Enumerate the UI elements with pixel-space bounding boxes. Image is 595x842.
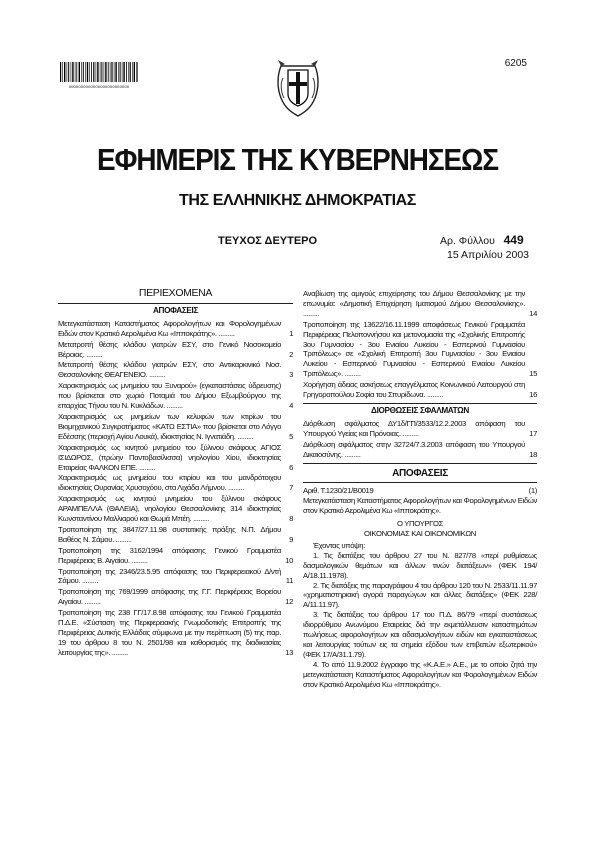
contents-entry (303, 419, 537, 439)
contents-entry-text: Τροποποίηση της 3847/27.11.98 συστατικής πράξης Ν.Π. Δήμου Βαθέος Ν. Σάμου. ..... (58, 525, 281, 544)
decision-number: Αριθ. Τ.1230/21/Β0019 (303, 486, 374, 496)
contents-entry-page: 14 (529, 308, 537, 318)
contents-entry-page: 6 (289, 462, 293, 472)
divider (303, 463, 537, 464)
contents-entry (58, 360, 293, 380)
contents-entry-text: Διόρθωση σφάλματος ΔΥ1δ/ΓΠ/3533/12.2.2003 απόφαση του Υπουργού Υγείας και Πρόνοιας. ..... (303, 419, 525, 438)
contents-entry-page: 11 (285, 576, 293, 586)
contents-entry (58, 525, 293, 545)
minister-heading: Ο ΥΠΟΥΡΓΟΣ (396, 519, 444, 529)
decision-index: (1) (528, 486, 537, 496)
contents-entry (58, 567, 293, 587)
contents-entry (303, 320, 537, 379)
contents-entry-text: Χαρακτηρισμός ως κινητού μνημείου του ξύλινου σκάφους ΑΡΑΜΠΕΛΛΑ (ΘΑΛΕΙΑ), νηολογίου Θεσσαλονίκης 314 ιδιοκτησίας Κωνσταντίνου Μαλλιαρού και Θωμά Μπέη. ..... (58, 494, 281, 523)
contents-entry-page: 16 (529, 390, 537, 400)
contents-entry-page: 10 (285, 555, 293, 565)
sheet-number-block (440, 233, 524, 247)
contents-title: ΠΕΡΙΕΧΟΜΕΝΑ (138, 287, 213, 299)
contents-entry (58, 473, 293, 493)
contents-entry-text: Τροποποίηση της 13622/16.11.1999 αποφάσεως Γενικού Γραμματέα Περιφέρειας Πελοποννήσου και μετονομασία της «Σχολικής Επιτροπής 3ου Γυμνασίου - 3ου Ενιαίου Λυκείου - Εσπερινού Γυμνασίου Τριπόλεως» σε «Σχολική Επιτροπή 3ου Γυμνασίου - 3ου Ενιαίου Λυκείου - Εσπερινού Γυμνασίου - Εσπερινού Ενιαίου Λυκείου Τριπόλεως». ..... (303, 320, 525, 379)
contents-entry-page: 17 (529, 428, 537, 438)
issue-label: ΤΕΥΧΟΣ ΔΕΥΤΕΡΟ (218, 235, 318, 247)
contents-entry-text: Τροποποίηση της 238 ΓΓ/17.8.98 απόφασης του Γενικού Γραμματέα Π.Δ.Ε. «Σύσταση της Περιφερειακής Γνωμοδοτικής Επιτροπής της Περιφέρειας Δυτικής Ελλάδας σύμφωνα με την περίπτωση (5) της παρ. 19 του άρθρου 8 του Ν. 2501/98 και καθορισμός της διαδικασίας λειτουργίας της». ..... (58, 608, 281, 657)
contents-entry-page: 12 (285, 597, 293, 607)
contents-entry (58, 319, 293, 339)
sheet-number: 449 (503, 233, 524, 247)
contents-entry-text: Χορήγηση άδειας ασκήσεως επαγγέλματος Κοινωνικού Λειτουργού στη Γρηγοροπούλου Σοφία του Σπυρίδωνα. ..... (303, 380, 525, 399)
contents-entry-page: 15 (529, 369, 537, 379)
contents-list-left (58, 319, 293, 658)
contents-entry-text: Μετεγκατάσταση Καταστήματος Αφορολογήτων και Φορολογημένων Ειδών στον Κρατικό Αερολιμένα Κω «Ιπποκράτης». ..... (58, 319, 281, 338)
contents-entry-text: Χαρακτηρισμός ως μνημείου του Ξυναρού» (εγκαταστάσεις ύδρευσης) που βρίσκεται στο χωριό Ποταμιά του Δήμου Εξωμβούργου της επαρχίας Τήνου του Ν. Κυκλάδων. ..... (58, 381, 281, 410)
contents-entry-text: Τροποποίηση της 3162/1994 απόφασης Γενικού Γραμματέα Περιφέρειας Β. Αιγαίου. ..... (58, 546, 281, 565)
contents-entry-page: 7 (289, 483, 293, 493)
barcode-number: 0000000000000000000000000 (68, 84, 130, 89)
contents-entry-page: 3 (289, 370, 293, 380)
decision-number-row (303, 486, 537, 496)
contents-entry-text: Μετατροπή θέσης κλάδου γιατρών ΕΣΥ, στο Γενικό Νοσοκομείο Βέροιας. ..... (58, 340, 281, 359)
contents-entry-text: Χαρακτηρισμός ως μνημείων των κελυφών των κτιρίων του Βιομηχανικού Συγκροτήματος «ΚΑΤΩ ΕΣΤΙΑ» που βρίσκεται στο Λόγγο Εδέσσης (περιοχή Αγίου Λουκά), ιδιοκτησίας Ν. Ιγνατιάδη. ..... (58, 412, 281, 441)
divider (303, 403, 537, 404)
barcode (60, 62, 138, 82)
contents-entry (58, 494, 293, 524)
contents-decisions-title: ΑΠΟΦΑΣΕΙΣ (152, 305, 199, 315)
contents-entry (303, 380, 537, 400)
corrections-list (303, 419, 537, 460)
contents-entry-text: Χαρακτηρισμός ως μνημείου του κτιρίου και του μανδρότοιχου ιδιοκτησίας Ουρανίας Χρυσοχόου, στα Λιχάδα Λήμνου. ..... (58, 473, 281, 492)
contents-entry-text: Χαρακτηρισμός ως κινητού μνημείου του ξύλινου σκάφους ΑΓΙΟΣ ΙΣΙΔΩΡΟΣ, (πρώην Παντοβασίλισσα) νηολογίου Χίου, ιδιοκτησίας Εταιρείας ΦΑΛΚΟΝ ΕΠΕ. ..... (58, 443, 281, 472)
contents-entry-text: Μετατροπή θέσης κλάδου γιατρών ΕΣΥ, στο Αντικαρκινικό Νοσ. Θεσσαλονίκης ΘΕΑΓΕΝΕΙΟ. ..... (58, 360, 281, 379)
ministry-heading: ΟΙΚΟΝΟΜΙΑΣ ΚΑΙ ΟΙΚΟΝΟΜΙΚΩΝ (364, 529, 476, 539)
sheet-label: Αρ. Φύλλου (440, 235, 495, 247)
contents-list-right (303, 289, 537, 400)
contents-column (58, 289, 293, 659)
decision-paragraph: 3. Τις διατάξεις του άρθρου 17 του Π.Δ. 86/79 «περί συστάσεως ιδιορρύθμου Ανωνύμου Εταιρείας διά την εκμετάλλευσιν καταστημάτων πωλήσεως αφορολογήτων και αδασμολογήτων ειδών και εγκαταστάσεως και λειτουργίας τούτων εις τα σημεία εξόδου των επιβατών εξωτερικού» (ΦΕΚ 17/Α/31.1.79). (303, 610, 537, 659)
contents-entry-text: Τροποποίηση της 2346/23.5.95 απόφασης του Περιφερειακού Δ/ντή Σάμου. ..... (58, 567, 281, 586)
divider (303, 482, 537, 483)
contents-entry-text: Αναβίωση της αμιγούς επιχείρησης του Δήμου Θεσσαλονίκης με την επωνυμία: «Δημοτική Επιχείρηση Ιματισμού Δήμου Θεσσαλονίκης». ..... (303, 289, 525, 318)
contents-entry (303, 289, 537, 319)
decision-paragraph: 4. Το από 11.9.2002 έγγραφο της «Κ.Α.Ε.» Α.Ε., με το οποίο ζητά την μετεγκατάσταση Καταστήματος Αφορολογήτων και Φορολογημένων Ειδών στον Κρατικό Αερολιμένα Κω «Ιπποκράτης». (303, 659, 537, 689)
contents-entry-text: Διόρθωση σφάλματος στην 32724/7.3.2003 απόφαση του Υπουργού Δικαιοσύνης. ..... (303, 440, 525, 459)
decision-paragraph: 1. Τις διατάξεις του άρθρου 27 του Ν. 827/78 «περί ρυθμίσεως δασμολογικών θεμάτων και άλλων τινών διατάξεων» (ΦΕΚ 194/Α/18.11.1978). (303, 550, 537, 580)
gazette-subtitle: ΤΗΣ ΕΛΛΗΝΙΚΗΣ ΔΗΜΟΚΡΑΤΙΑΣ (179, 192, 416, 209)
decision-paragraphs (303, 551, 537, 690)
contents-entry-page: 8 (289, 514, 293, 524)
contents-entry (58, 587, 293, 607)
contents-entry (58, 340, 293, 360)
decisions-heading: ΑΠΟΦΑΣΕΙΣ (392, 467, 448, 479)
decision-paragraph: 2. Τις διατάξεις της παραγράφου 4 του άρθρου 120 του Ν. 2533/11.11.97 «χρηματιστηριακή αγορά παραγώγων και άλλες διατάξεις» (ΦΕΚ 228/Α/11.11.97). (303, 580, 537, 610)
contents-entry (58, 608, 293, 658)
contents-entry-page: 2 (289, 349, 293, 359)
having-regard: Έχοντας υπόψη: (313, 540, 365, 550)
contents-entry-page: 5 (289, 431, 293, 441)
contents-entry-page: 18 (529, 449, 537, 459)
decision-title: Μετεγκατάσταση Καταστήματος Αφορολογήτων και Φορολογημένων Ειδών στον Κρατικό Αερολιμένα Κω «Ιπποκράτης». (303, 496, 537, 516)
contents-entry (303, 440, 537, 460)
contents-entry (58, 443, 293, 473)
contents-entry (58, 546, 293, 566)
contents-entry-page: 9 (289, 534, 293, 544)
right-column (303, 289, 537, 690)
divider (58, 303, 293, 304)
contents-entry-text: Τροποποίηση της 769/1999 απόφασης της Γ.Γ. Περιφέρειας Βορείου Αιγαίου. ..... (58, 587, 281, 606)
contents-entry-page: 1 (289, 328, 293, 338)
corrections-title: ΔΙΟΡΘΩΣΕΙΣ ΣΦΑΛΜΑΤΩΝ (371, 405, 469, 415)
greek-coat-of-arms-icon (275, 58, 321, 118)
contents-entry (58, 412, 293, 442)
gazette-title: ΕΦΗΜΕΡΙΣ ΤΗΣ ΚΥΒΕΡΝΗΣΕΩΣ (96, 142, 499, 177)
contents-entry (58, 381, 293, 411)
contents-entry-page: 4 (289, 401, 293, 411)
page-number: 6205 (504, 58, 527, 69)
issue-date: 15 Απριλίου 2003 (446, 249, 529, 261)
contents-entry-page: 13 (285, 647, 293, 657)
